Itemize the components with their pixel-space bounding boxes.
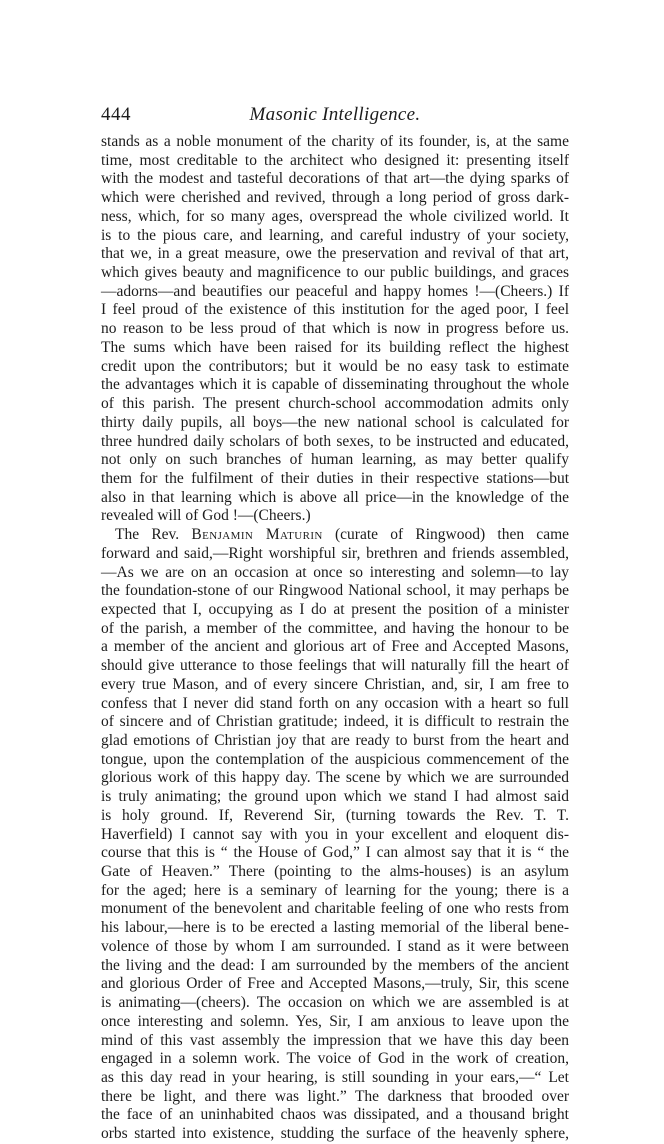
text-line: not only on such branches of human learning, as may better qualify [101,451,569,469]
text-line: which gives beauty and magnificence to our public buildings, and graces [101,264,569,282]
text-line: a member of the ancient and glorious art of Free and Accepted Masons, [101,638,569,656]
text-line: revealed will of God !—(Cheers.) [101,507,311,525]
text-line: credit upon the contributors; but it would be no easy task to estimate [101,357,569,375]
text-line: should give utterance to those feelings that will naturally fill the heart of [101,657,569,675]
text-line: there be light, and there was light.” The darkness that brooded over [101,1087,569,1105]
text-line: —As we are on an occasion at once so interesting and solemn—to lay [101,563,569,581]
text-line: thirty daily pupils, all boys—the new national school is calculated for [101,413,569,431]
text-line: course that this is “ the House of God,” I can almost say that it is “ the [101,844,569,862]
text-line: is to the pious care, and learning, and careful industry of your society, [101,226,569,244]
text-line: engaged in a solemn work. The voice of God in the work of creation, [101,1050,569,1068]
text-line: them for the fulfilment of their duties in their respective stations—but [101,469,569,487]
text-line: of sincere and of Christian gratitude; indeed, it is difficult to restrain the [101,713,569,731]
text-line: expected that I, occupying as I do at present the position of a minister [101,600,569,618]
text-line: the face of an uninhabited chaos was dissipated, and a thousand bright [101,1106,569,1124]
running-header [101,104,569,126]
text-run: The Rev. [115,526,192,544]
text-line: every true Mason, and of every sincere Christian, and, sir, I am free to [101,675,569,693]
text-line: The sums which have been raised for its building reflect the highest [101,338,569,356]
text-line: with the modest and tasteful decorations of that art—the dying sparks of [101,170,569,188]
text-line: is truly animating; the ground upon which we stand I had almost said [101,788,569,806]
text-line: forward and said,—Right worshipful sir, brethren and friends assembled, [101,544,569,562]
text-line: time, most creditable to the architect who designed it: presenting itself [101,151,569,169]
text-run: (curate of Ringwood) then came [322,526,570,544]
text-line: ness, which, for so many ages, overspread the whole civilized world. It [101,207,569,225]
text-line: tongue, upon the contemplation of the auspicious commencement of the [101,750,569,768]
text-line: of this parish. The present church-school accommodation admits only [101,395,569,413]
text-line: the living and the dead: I am surrounded by the members of the ancient [101,956,569,974]
text-line: is holy ground. If, Reverend Sir, (turning towards the Rev. T. T. [101,806,569,824]
text-line: the advantages which it is capable of disseminating throughout the whole [101,376,569,394]
speaker-name: Benjamin Maturin [191,526,323,544]
text-line: confess that I never did stand forth on any occasion with a heart so full [101,694,569,712]
running-title: Masonic Intelligence. [249,104,421,125]
text-line: as this day read in your hearing, is still sounding in your ears,—“ Let [101,1068,569,1086]
text-line: monument of the benevolent and charitable feeling of one who rests from [101,900,569,918]
page-number: 444 [101,104,131,125]
text-line: glorious work of this happy day. The scene by which we are surrounded [101,769,569,787]
text-line: no reason to be less proud of that which is now in progress before us. [101,320,569,338]
text-line: Gate of Heaven.” There (pointing to the alms-houses) is an asylum [101,863,569,881]
paragraph-start-line [101,526,569,545]
text-line: I feel proud of the existence of this institution for the aged poor, I feel [101,301,569,319]
text-line: —adorns—and beautifies our peaceful and happy homes !—(Cheers.) If [101,282,569,300]
text-line: of the parish, a member of the committee, and having the honour to be [101,619,569,637]
paragraph-continued [101,133,569,526]
text-line: that we, in a great measure, owe the preservation and revival of that art, [101,245,569,263]
text-line: is animating—(cheers). The occasion on which we are assembled is at [101,994,569,1012]
body-text [101,133,569,1144]
text-line: the foundation-stone of our Ringwood National school, it may perhaps be [101,582,569,600]
text-line: Haverfield) I cannot say with you in your excellent and eloquent dis- [101,825,569,843]
text-line: for the aged; here is a seminary of learning for the young; there is a [101,881,569,899]
text-line: also in that learning which is above all price—in the knowledge of the [101,488,569,506]
text-line: orbs started into existence, studding the surface of the heavenly sphere, [101,1125,569,1143]
text-line: mind of this vast assembly the impression that we have this day been [101,1031,569,1049]
text-line: once interesting and solemn. Yes, Sir, I am anxious to leave upon the [101,1012,569,1030]
text-line: stands as a noble monument of the charity of its founder, is, at the same [101,133,569,150]
text-line: three hundred daily scholars of both sexes, to be instructed and educated, [101,432,569,450]
paragraph-speech [101,545,569,1144]
text-line: his labour,—here is to be erected a lasting memorial of the liberal bene- [101,919,569,937]
text-line: and glorious Order of Free and Accepted Masons,—truly, Sir, this scene [101,975,569,993]
text-line: glad emotions of Christian joy that are ready to burst from the heart and [101,732,569,749]
text-line: volence of those by whom I am surrounded. I stand as it were between [101,937,569,955]
text-line: which were cherished and revived, through a long period of gross dark- [101,189,569,207]
